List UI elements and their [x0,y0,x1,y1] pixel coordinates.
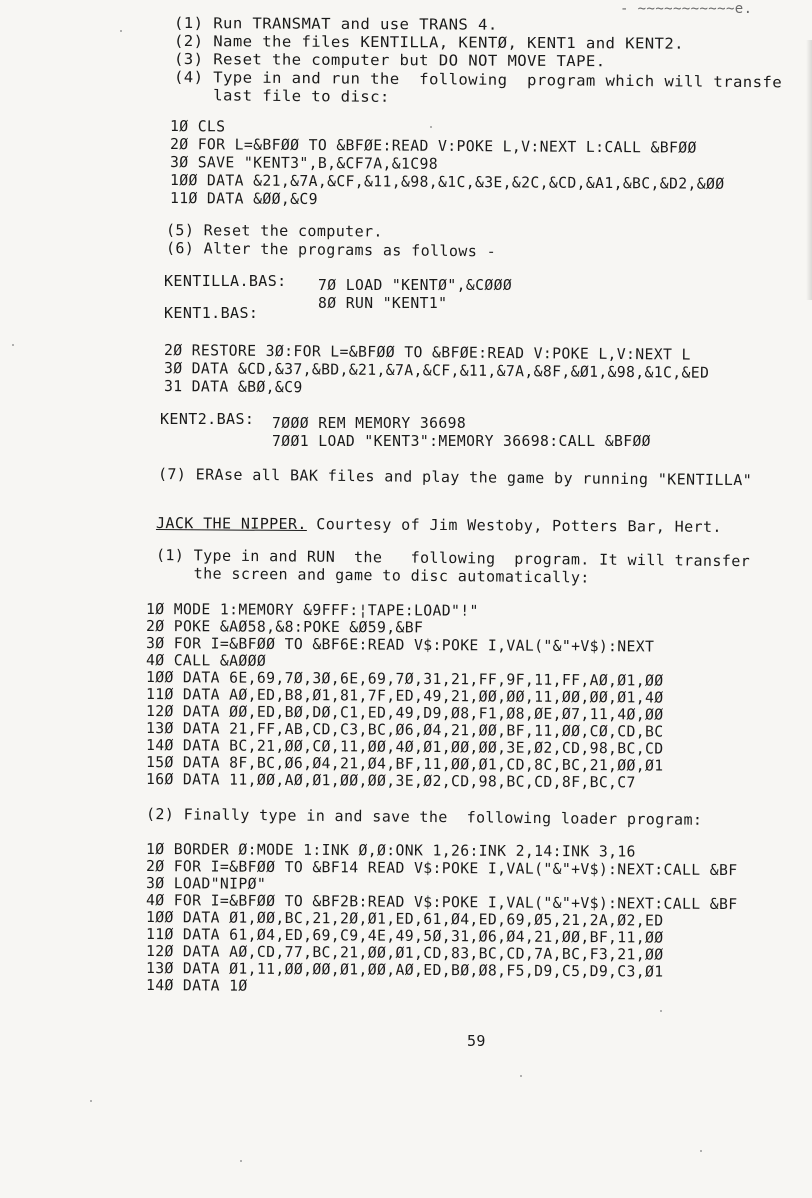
code-line: 15Ø DATA 8F,BC,Ø6,Ø4,21,Ø4,BF,11,ØØ,Ø1,CD,8C,BC,21,ØØ,Ø1 [145,753,664,775]
code-line: 1Ø MODE 1:MEMORY &9FFF:¦TAPE:LOAD"!" [145,600,479,620]
step-line: (7) ERAse all BAK files and play the game by running "KENTILLA" [157,465,753,490]
code-line: 8Ø RUN "KENT1" [318,294,448,312]
code-line: 31 DATA &BØ,&C9 [163,377,303,397]
page-header: - ~~~~~~~~~~~e. [620,1,753,17]
scan-speck [660,1010,662,1012]
step-line: the screen and game to disc automatically: [155,564,590,587]
file-label-kent2: KENT2.BAS: [160,410,255,428]
code-line: 13Ø DATA Ø1,11,ØØ,ØØ,Ø1,ØØ,AØ,ED,BØ,Ø8,F5,D9,C5,D9,C3,Ø1 [145,959,664,981]
page-number: 59 [467,1032,486,1050]
step-line: (2) Finally type in and save the following loader program: [145,805,703,829]
code-line: 1Ø CLS [169,117,226,136]
scan-speck [430,126,432,128]
code-line: 2Ø POKE &AØ58,&8:POKE &Ø59,&BF [145,617,424,637]
code-line: 3Ø SAVE "KENT3",B,&CF7A,&1C98 [169,153,439,173]
code-line: 7Ø LOAD "KENTØ",&CØØØ [318,276,513,294]
code-line: 1ØØ DATA 6E,69,7Ø,3Ø,6E,69,7Ø,31,21,FF,9F,11,FF,AØ,Ø1,ØØ [145,668,664,690]
file-label-kent1: KENT1.BAS: [164,304,259,322]
step-line: last file to disc: [173,86,390,106]
file-label-kentilla: KENTILLA.BAS: [164,272,287,290]
code-line: 11Ø DATA &ØØ,&C9 [169,189,318,209]
step-line: (1) Type in and RUN the following program. It will transfer [155,546,751,571]
step-line: (5) Reset the computer. [165,221,383,241]
step-line: (3) Reset the computer but DO NOT MOVE TAPE. [173,50,606,71]
step-line: (2) Name the files KENTILLA, KENTØ, KENT1 and KENT2. [173,32,685,53]
code-line: 3Ø FOR I=&BFØØ TO &BF6E:READ V$:POKE I,VAL("&"+V$):NEXT [145,634,655,656]
binding-shadow [806,40,812,300]
code-line: 7ØØØ REM MEMORY 36698 [272,414,467,432]
code-line: 12Ø DATA ØØ,ED,BØ,DØ,C1,ED,49,D9,Ø8,F1,Ø8,ØE,Ø7,11,4Ø,ØØ [145,702,664,724]
code-line: 11Ø DATA 61,Ø4,ED,69,C9,4E,49,5Ø,31,Ø6,Ø4,21,ØØ,BF,11,ØØ [145,925,664,947]
code-line: 4Ø FOR I=&BFØØ TO &BF2B:READ V$:POKE I,VAL("&"+V$):NEXT:CALL &BF [145,891,738,914]
code-line: 2Ø RESTORE 3Ø:FOR L=&BFØØ TO &BFØE:READ V:POKE L,V:NEXT L [163,341,691,364]
code-line: 1ØØ DATA &21,&7A,&CF,&11,&98,&1C,&3E,&2C,&CD,&A1,&BC,&D2,&ØØ [169,171,725,193]
code-line: 13Ø DATA 21,FF,AB,CD,C3,BC,Ø6,Ø4,21,ØØ,BF,11,ØØ,CØ,CD,BC [145,719,664,741]
section-heading-line [156,514,722,536]
code-line: 2Ø FOR I=&BFØØ TO &BF14 READ V$:POKE I,VAL("&"+V$):NEXT:CALL &BF [145,857,738,880]
code-line: 2Ø FOR L=&BFØØ TO &BFØE:READ V:POKE L,V:NEXT L:CALL &BFØØ [169,135,697,157]
code-line: 1Ø BORDER Ø:MODE 1:INK Ø,Ø:ONK 1,26:INK 2,14:INK 3,16 [145,840,636,861]
scan-speck [240,1160,242,1162]
section-title: JACK THE NIPPER. [155,514,307,534]
scan-speck [12,344,14,346]
code-line: 12Ø DATA AØ,CD,77,BC,21,ØØ,Ø1,CD,83,BC,CD,7A,BC,F3,21,ØØ [145,942,664,964]
step-line: (1) Run TRANSMAT and use TRANS 4. [173,14,498,34]
step-line: (4) Type in and run the following program which will transfe [173,68,783,92]
courtesy-text: Courtesy of Jim Westoby, Potters Bar, Hert. [306,515,722,536]
code-line: 14Ø DATA BC,21,ØØ,CØ,11,ØØ,4Ø,Ø1,ØØ,ØØ,3E,Ø2,CD,98,BC,CD [145,736,664,758]
scan-speck [700,1150,702,1152]
code-line: 11Ø DATA AØ,ED,B8,Ø1,81,7F,ED,49,21,ØØ,ØØ,11,ØØ,ØØ,Ø1,4Ø [145,685,664,707]
code-line: 4Ø CALL &AØØØ [145,651,267,670]
code-line: 16Ø DATA 11,ØØ,AØ,Ø1,ØØ,ØØ,3E,Ø2,CD,98,BC,CD,8F,BC,C7 [145,770,636,792]
code-line: 3Ø DATA &CD,&37,&BD,&21,&7A,&CF,&11,&7A,&8F,&Ø1,&98,&1C,&ED [163,359,710,382]
scan-speck [90,1100,92,1102]
code-line: 7ØØ1 LOAD "KENT3":MEMORY 36698:CALL &BFØØ [272,432,651,450]
scan-speck [120,30,122,32]
step-line: (6) Alter the programs as follows - [165,239,497,261]
code-line: 3Ø LOAD"NIPØ" [145,874,267,893]
code-line: 1ØØ DATA Ø1,ØØ,BC,21,2Ø,Ø1,ED,61,Ø4,ED,69,Ø5,21,2A,Ø2,ED [145,908,664,930]
scan-speck [520,1075,522,1077]
code-line: 14Ø DATA 1Ø [145,976,248,995]
